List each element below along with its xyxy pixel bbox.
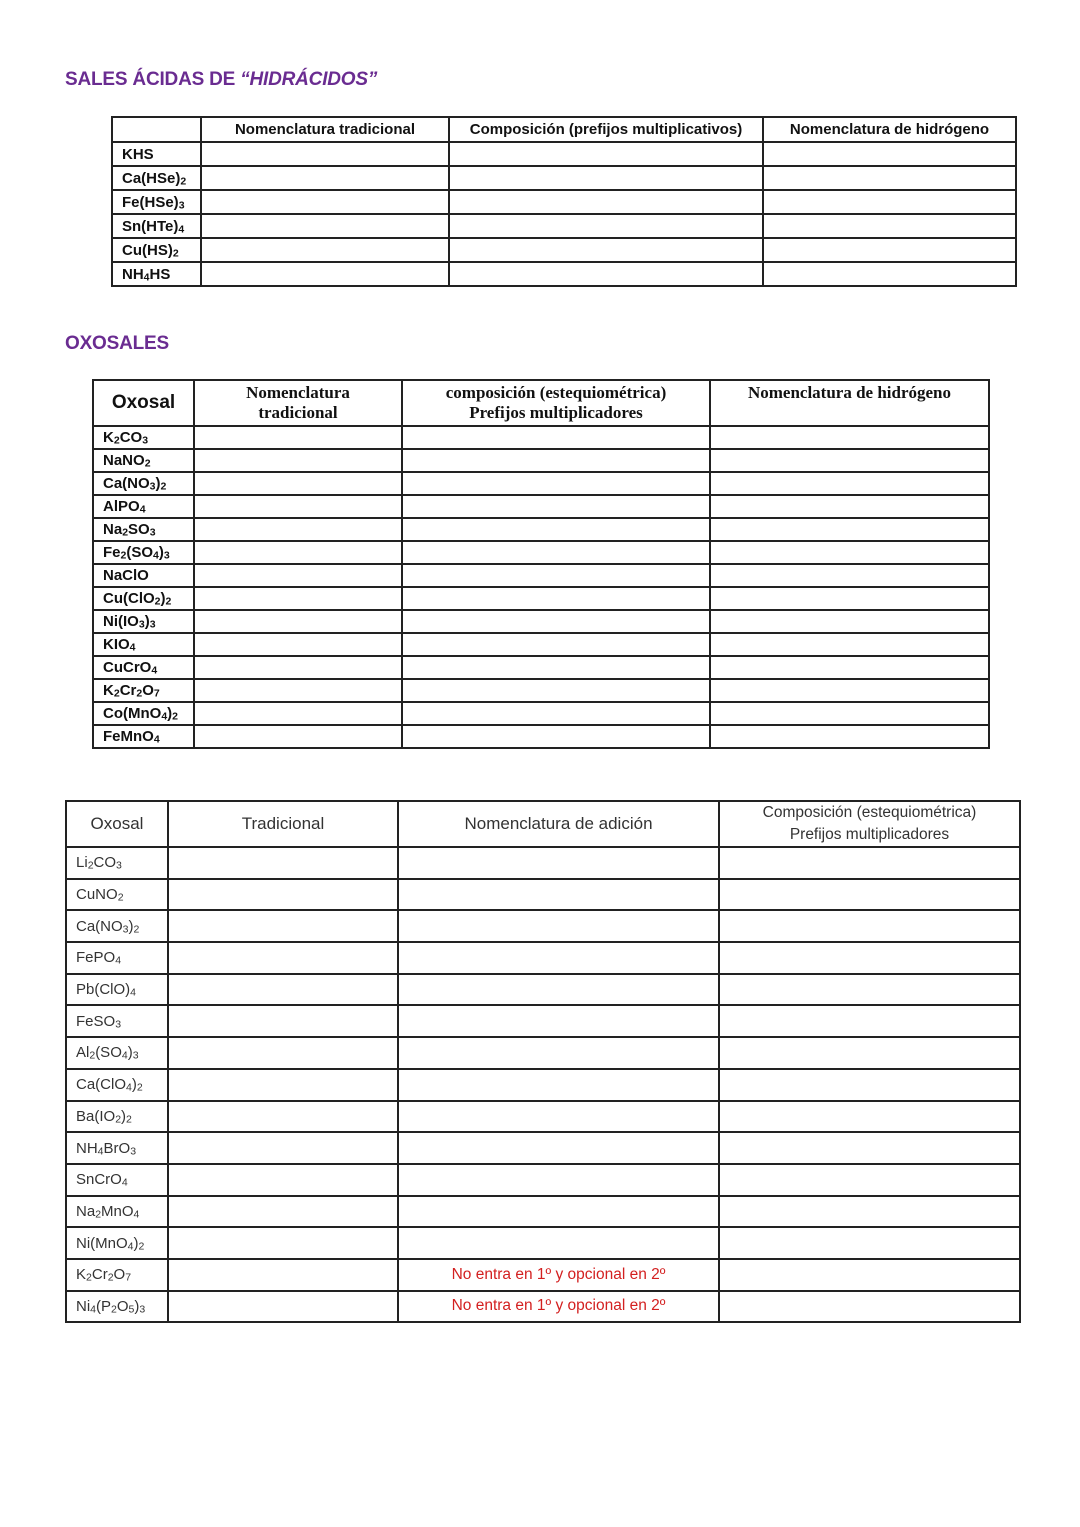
answer-cell[interactable] [719, 1101, 1020, 1133]
section-title-italic: “HIDRÁCIDOS” [240, 69, 378, 90]
formula-cell: $NH_4BrO_3$ [66, 1132, 168, 1164]
table-row [112, 262, 1016, 286]
column-header: Nomenclatura de hidrógeno [710, 380, 989, 426]
formula-cell: $Co(MnO_4)_2$ [93, 702, 194, 725]
answer-cell[interactable] [763, 238, 1016, 262]
answer-cell[interactable] [719, 1132, 1020, 1164]
table-sales-acidas [111, 116, 1017, 287]
column-header: Nomenclatura de hidrógeno [763, 117, 1016, 142]
table-row [112, 166, 1016, 190]
answer-cell[interactable] [719, 1069, 1020, 1101]
formula-cell: KHS [112, 142, 201, 166]
answer-cell[interactable] [449, 238, 763, 262]
answer-cell[interactable] [710, 610, 989, 633]
answer-cell[interactable] [402, 656, 710, 679]
table-row [112, 238, 1016, 262]
table-row [66, 879, 1020, 911]
formula-cell: $KIO_4$ [93, 633, 194, 656]
formula-cell: CuCrO$_4$ [93, 656, 194, 679]
answer-cell[interactable] [201, 166, 449, 190]
formula-cell: $NH_4HS$ [112, 262, 201, 286]
answer-cell[interactable] [710, 472, 989, 495]
answer-cell[interactable] [398, 1037, 719, 1069]
formula-cell: CuNO$_2$ [66, 879, 168, 911]
formula-cell: $Cu(ClO_2)_2$ [93, 587, 194, 610]
column-header: Tradicional [168, 801, 398, 847]
answer-cell[interactable] [398, 847, 719, 879]
formula-cell: FeMnO$_4$ [93, 725, 194, 748]
answer-cell[interactable] [719, 1164, 1020, 1196]
answer-cell[interactable] [449, 214, 763, 238]
answer-cell[interactable] [168, 974, 398, 1006]
note-cell: No entra en 1º y opcional en 2º [398, 1291, 719, 1323]
answer-cell[interactable] [168, 1259, 398, 1291]
answer-cell[interactable] [719, 974, 1020, 1006]
table-row [93, 472, 989, 495]
formula-cell: $Ca(ClO_4)_2$ [66, 1069, 168, 1101]
answer-cell[interactable] [194, 679, 402, 702]
table-row [112, 214, 1016, 238]
answer-cell[interactable] [763, 262, 1016, 286]
answer-cell[interactable] [168, 910, 398, 942]
answer-cell[interactable] [402, 633, 710, 656]
answer-cell[interactable] [719, 910, 1020, 942]
answer-cell[interactable] [402, 610, 710, 633]
answer-cell[interactable] [194, 610, 402, 633]
answer-cell[interactable] [763, 214, 1016, 238]
answer-cell[interactable] [719, 1291, 1020, 1323]
answer-cell[interactable] [194, 702, 402, 725]
answer-cell[interactable] [194, 587, 402, 610]
formula-cell: FeSO$_3$ [66, 1005, 168, 1037]
answer-cell[interactable] [194, 541, 402, 564]
answer-cell[interactable] [719, 879, 1020, 911]
table-row [66, 942, 1020, 974]
answer-cell[interactable] [710, 564, 989, 587]
answer-cell[interactable] [402, 518, 710, 541]
formula-cell: $Ni(MnO_4)_2$ [66, 1227, 168, 1259]
answer-cell[interactable] [710, 656, 989, 679]
table-row [112, 190, 1016, 214]
column-header [112, 117, 201, 142]
answer-cell[interactable] [168, 879, 398, 911]
answer-cell[interactable] [168, 1227, 398, 1259]
answer-cell[interactable] [398, 1196, 719, 1228]
answer-cell[interactable] [194, 472, 402, 495]
section-title-oxosales: OXOSALES [65, 333, 169, 354]
formula-cell: $K_2Cr_2O_7$ [66, 1259, 168, 1291]
answer-cell[interactable] [201, 190, 449, 214]
table-oxosales-1 [92, 379, 990, 749]
table-row [66, 1164, 1020, 1196]
answer-cell[interactable] [710, 541, 989, 564]
section-title-plain: SALES ÁCIDAS DE [65, 69, 241, 90]
answer-cell[interactable] [402, 702, 710, 725]
formula-cell: $Cu(HS)_2$ [112, 238, 201, 262]
formula-cell: NaClO [93, 564, 194, 587]
answer-cell[interactable] [398, 1005, 719, 1037]
answer-cell[interactable] [710, 449, 989, 472]
answer-cell[interactable] [710, 495, 989, 518]
answer-cell[interactable] [402, 449, 710, 472]
answer-cell[interactable] [168, 1164, 398, 1196]
formula-cell: $Fe(HSe)_3$ [112, 190, 201, 214]
answer-cell[interactable] [719, 1196, 1020, 1228]
answer-cell[interactable] [168, 1196, 398, 1228]
answer-cell[interactable] [194, 449, 402, 472]
answer-cell[interactable] [402, 541, 710, 564]
formula-cell: $Ni_4(P_2O_5)_3$ [66, 1291, 168, 1323]
answer-cell[interactable] [402, 679, 710, 702]
formula-cell: $Fe_2(SO_4)_3$ [93, 541, 194, 564]
table-row [66, 1227, 1020, 1259]
formula-cell: NaNO$_2$ [93, 449, 194, 472]
answer-cell[interactable] [710, 633, 989, 656]
formula-cell: $Al_2(SO_4)_3$ [66, 1037, 168, 1069]
table-row [66, 1291, 1020, 1323]
formula-cell: $Pb(ClO)_4$ [66, 974, 168, 1006]
answer-cell[interactable] [398, 1132, 719, 1164]
formula-cell: SnCrO$_4$ [66, 1164, 168, 1196]
table-row [93, 426, 989, 449]
answer-cell[interactable] [710, 587, 989, 610]
answer-cell[interactable] [398, 879, 719, 911]
answer-cell[interactable] [449, 190, 763, 214]
formula-cell: $Ca(NO_3)_2$ [93, 472, 194, 495]
formula-cell: $Ba(IO_2)_2$ [66, 1101, 168, 1133]
answer-cell[interactable] [719, 847, 1020, 879]
answer-cell[interactable] [194, 725, 402, 748]
answer-cell[interactable] [398, 974, 719, 1006]
answer-cell[interactable] [194, 518, 402, 541]
table-row [66, 1005, 1020, 1037]
table-row [66, 1259, 1020, 1291]
table-header-row [112, 117, 1016, 142]
answer-cell[interactable] [398, 1069, 719, 1101]
answer-cell[interactable] [710, 426, 989, 449]
answer-cell[interactable] [398, 910, 719, 942]
table-row [66, 1069, 1020, 1101]
answer-cell[interactable] [194, 656, 402, 679]
answer-cell[interactable] [719, 1259, 1020, 1291]
answer-cell[interactable] [168, 847, 398, 879]
table-row [93, 495, 989, 518]
table-row [66, 847, 1020, 879]
answer-cell[interactable] [402, 495, 710, 518]
answer-cell[interactable] [763, 190, 1016, 214]
answer-cell[interactable] [449, 166, 763, 190]
answer-cell[interactable] [402, 472, 710, 495]
answer-cell[interactable] [194, 633, 402, 656]
table-row [93, 656, 989, 679]
answer-cell[interactable] [168, 1291, 398, 1323]
formula-cell: $K_2Cr_2O_7$ [93, 679, 194, 702]
answer-cell[interactable] [402, 426, 710, 449]
column-header: Nomenclatura tradicional [194, 380, 402, 426]
answer-cell[interactable] [710, 725, 989, 748]
answer-cell[interactable] [449, 262, 763, 286]
formula-cell: $Ni(IO_3)_3$ [93, 610, 194, 633]
table-oxosales-2 [65, 800, 1021, 1323]
table-row [93, 702, 989, 725]
table-row [93, 587, 989, 610]
answer-cell[interactable] [398, 1101, 719, 1133]
answer-cell[interactable] [402, 564, 710, 587]
table-row [66, 1101, 1020, 1133]
table-header-row [66, 801, 1020, 847]
section-title-sales-acidas [65, 69, 377, 91]
table-row [93, 541, 989, 564]
answer-cell[interactable] [194, 564, 402, 587]
column-header: Nomenclatura tradicional [201, 117, 449, 142]
answer-cell[interactable] [719, 1227, 1020, 1259]
answer-cell[interactable] [194, 426, 402, 449]
formula-cell: $Li_2CO_3$ [66, 847, 168, 879]
table-row [93, 518, 989, 541]
answer-cell[interactable] [168, 1101, 398, 1133]
answer-cell[interactable] [398, 1227, 719, 1259]
column-header: composición (estequiométrica) Prefijos multiplicadores [402, 380, 710, 426]
note-cell: No entra en 1º y opcional en 2º [398, 1259, 719, 1291]
formula-cell: AlPO$_4$ [93, 495, 194, 518]
column-header: Oxosal [66, 801, 168, 847]
formula-cell: $Sn(HTe)_4$ [112, 214, 201, 238]
formula-cell: $Ca(NO_3)_2$ [66, 910, 168, 942]
table-row [112, 142, 1016, 166]
answer-cell[interactable] [710, 702, 989, 725]
answer-cell[interactable] [201, 214, 449, 238]
answer-cell[interactable] [168, 1132, 398, 1164]
column-header: Oxosal [93, 380, 194, 426]
table-row [93, 725, 989, 748]
table-row [66, 1196, 1020, 1228]
answer-cell[interactable] [201, 262, 449, 286]
formula-cell: $Na_2MnO_4$ [66, 1196, 168, 1228]
answer-cell[interactable] [168, 1069, 398, 1101]
column-header: Nomenclatura de adición [398, 801, 719, 847]
formula-cell: $K_2CO_3$ [93, 426, 194, 449]
column-header: Composición (prefijos multiplicativos) [449, 117, 763, 142]
table-row [66, 1037, 1020, 1069]
table-row [93, 449, 989, 472]
formula-cell: FePO$_4$ [66, 942, 168, 974]
formula-cell: $Ca(HSe)_2$ [112, 166, 201, 190]
answer-cell[interactable] [194, 495, 402, 518]
table-row [93, 564, 989, 587]
column-header: Composición (estequiométrica) Prefijos multiplicadores [719, 801, 1020, 847]
answer-cell[interactable] [201, 238, 449, 262]
answer-cell[interactable] [398, 942, 719, 974]
table-row [66, 974, 1020, 1006]
answer-cell[interactable] [449, 142, 763, 166]
answer-cell[interactable] [719, 942, 1020, 974]
formula-cell: $Na_2SO_3$ [93, 518, 194, 541]
table-row [66, 1132, 1020, 1164]
table-header-row [93, 380, 989, 426]
answer-cell[interactable] [398, 1164, 719, 1196]
answer-cell[interactable] [719, 1037, 1020, 1069]
answer-cell[interactable] [710, 679, 989, 702]
answer-cell[interactable] [168, 1005, 398, 1037]
answer-cell[interactable] [402, 587, 710, 610]
answer-cell[interactable] [710, 518, 989, 541]
answer-cell[interactable] [763, 142, 1016, 166]
answer-cell[interactable] [763, 166, 1016, 190]
answer-cell[interactable] [402, 725, 710, 748]
table-row [93, 679, 989, 702]
table-row [93, 610, 989, 633]
answer-cell[interactable] [168, 1037, 398, 1069]
answer-cell[interactable] [719, 1005, 1020, 1037]
table-row [66, 910, 1020, 942]
table-row [93, 633, 989, 656]
answer-cell[interactable] [168, 942, 398, 974]
answer-cell[interactable] [201, 142, 449, 166]
